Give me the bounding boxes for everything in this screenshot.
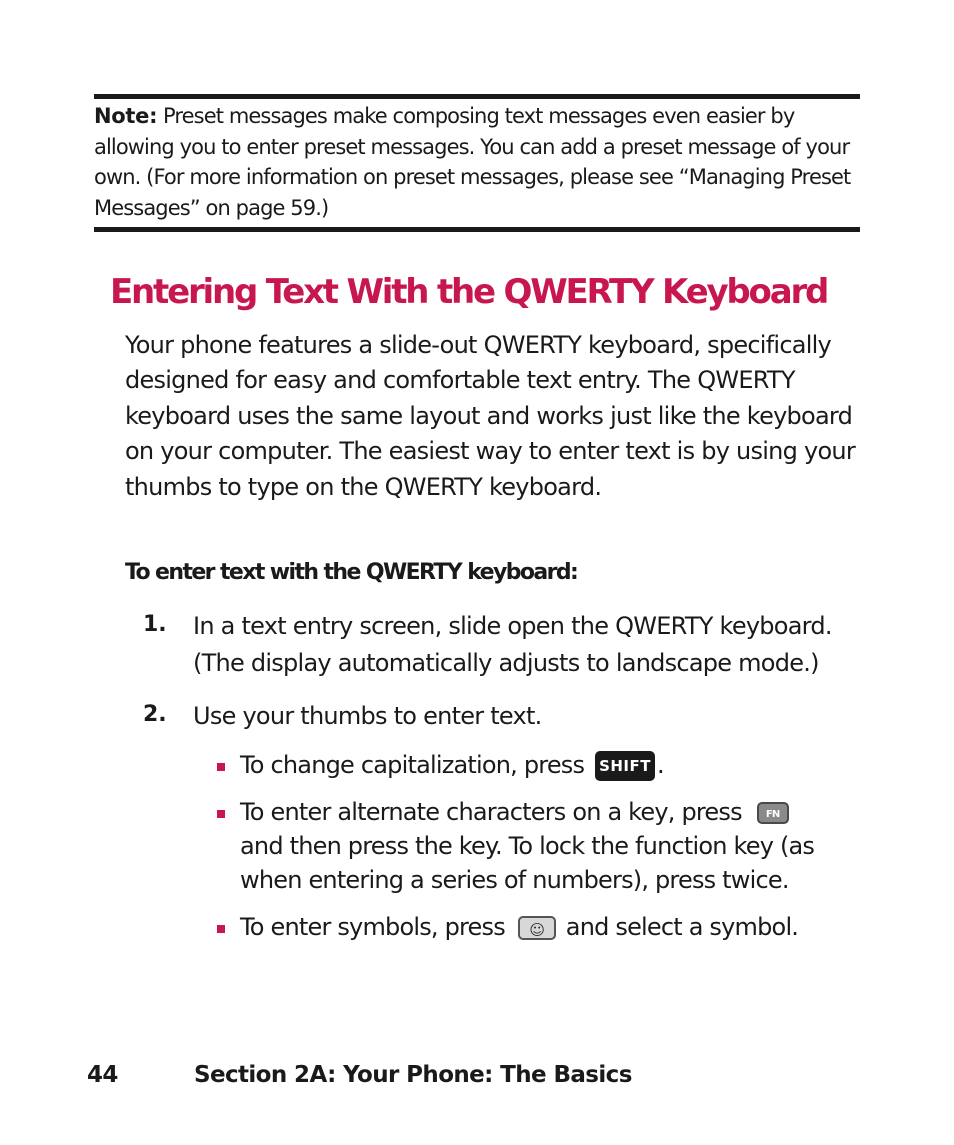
step-item <box>193 608 832 681</box>
bullet-item <box>240 795 814 897</box>
note-bottom-rule <box>94 227 860 232</box>
bullet-text: To enter symbols, press <box>240 913 505 941</box>
note-label: Note: <box>94 104 158 128</box>
bullet-text: when entering a series of numbers), press twice. <box>240 866 789 894</box>
bullet-text: To enter alternate characters on a key, press <box>240 798 742 826</box>
bullet-text: and then press the key. To lock the function key (as <box>240 832 815 860</box>
step-item <box>193 698 542 735</box>
note-box <box>94 101 874 223</box>
bullet-text: and select a symbol. <box>565 913 799 941</box>
bullet-text: To change capitalization, press <box>240 751 585 779</box>
bullet-item <box>240 910 798 944</box>
section-footer: Section 2A: Your Phone: The Basics <box>194 1062 632 1088</box>
step-text: In a text entry screen, slide open the QWERTY keyboard. <box>193 612 832 640</box>
bullet-item <box>240 748 664 782</box>
note-top-rule <box>94 94 860 99</box>
page-number: 44 <box>87 1062 118 1088</box>
step-number: 2. <box>143 702 167 727</box>
intro-paragraph: Your phone features a slide-out QWERTY keyboard, specifically designed for easy and comfortable text entry. The QWERTY keyboard uses the same layout and works just like the keyboard on your computer. The easiest way to enter text is by using your thumbs to type on the QWERTY keyboard. <box>125 331 855 501</box>
bullet-marker <box>217 763 225 771</box>
step-text: (The display automatically adjusts to landscape mode.) <box>193 648 819 677</box>
bullet-marker <box>217 810 225 818</box>
section-heading: Entering Text With the QWERTY Keyboard <box>110 272 828 312</box>
fn-key-icon: FN <box>757 802 789 824</box>
step-text: Use your thumbs to enter text. <box>193 702 542 730</box>
bullet-text: . <box>657 751 664 779</box>
bullet-marker <box>217 925 225 933</box>
step-number: 1. <box>143 612 167 637</box>
procedure-title: To enter text with the QWERTY keyboard: <box>125 560 578 585</box>
shift-key-icon: SHIFT <box>595 751 655 781</box>
symbol-key-icon: ☺ <box>518 916 556 940</box>
note-text: Preset messages make composing text messages even easier by allowing you to enter preset messages. You can add a preset message of your own. (For more information on preset messages, please see “Managing Preset Messages” on page 59.) <box>94 104 851 220</box>
